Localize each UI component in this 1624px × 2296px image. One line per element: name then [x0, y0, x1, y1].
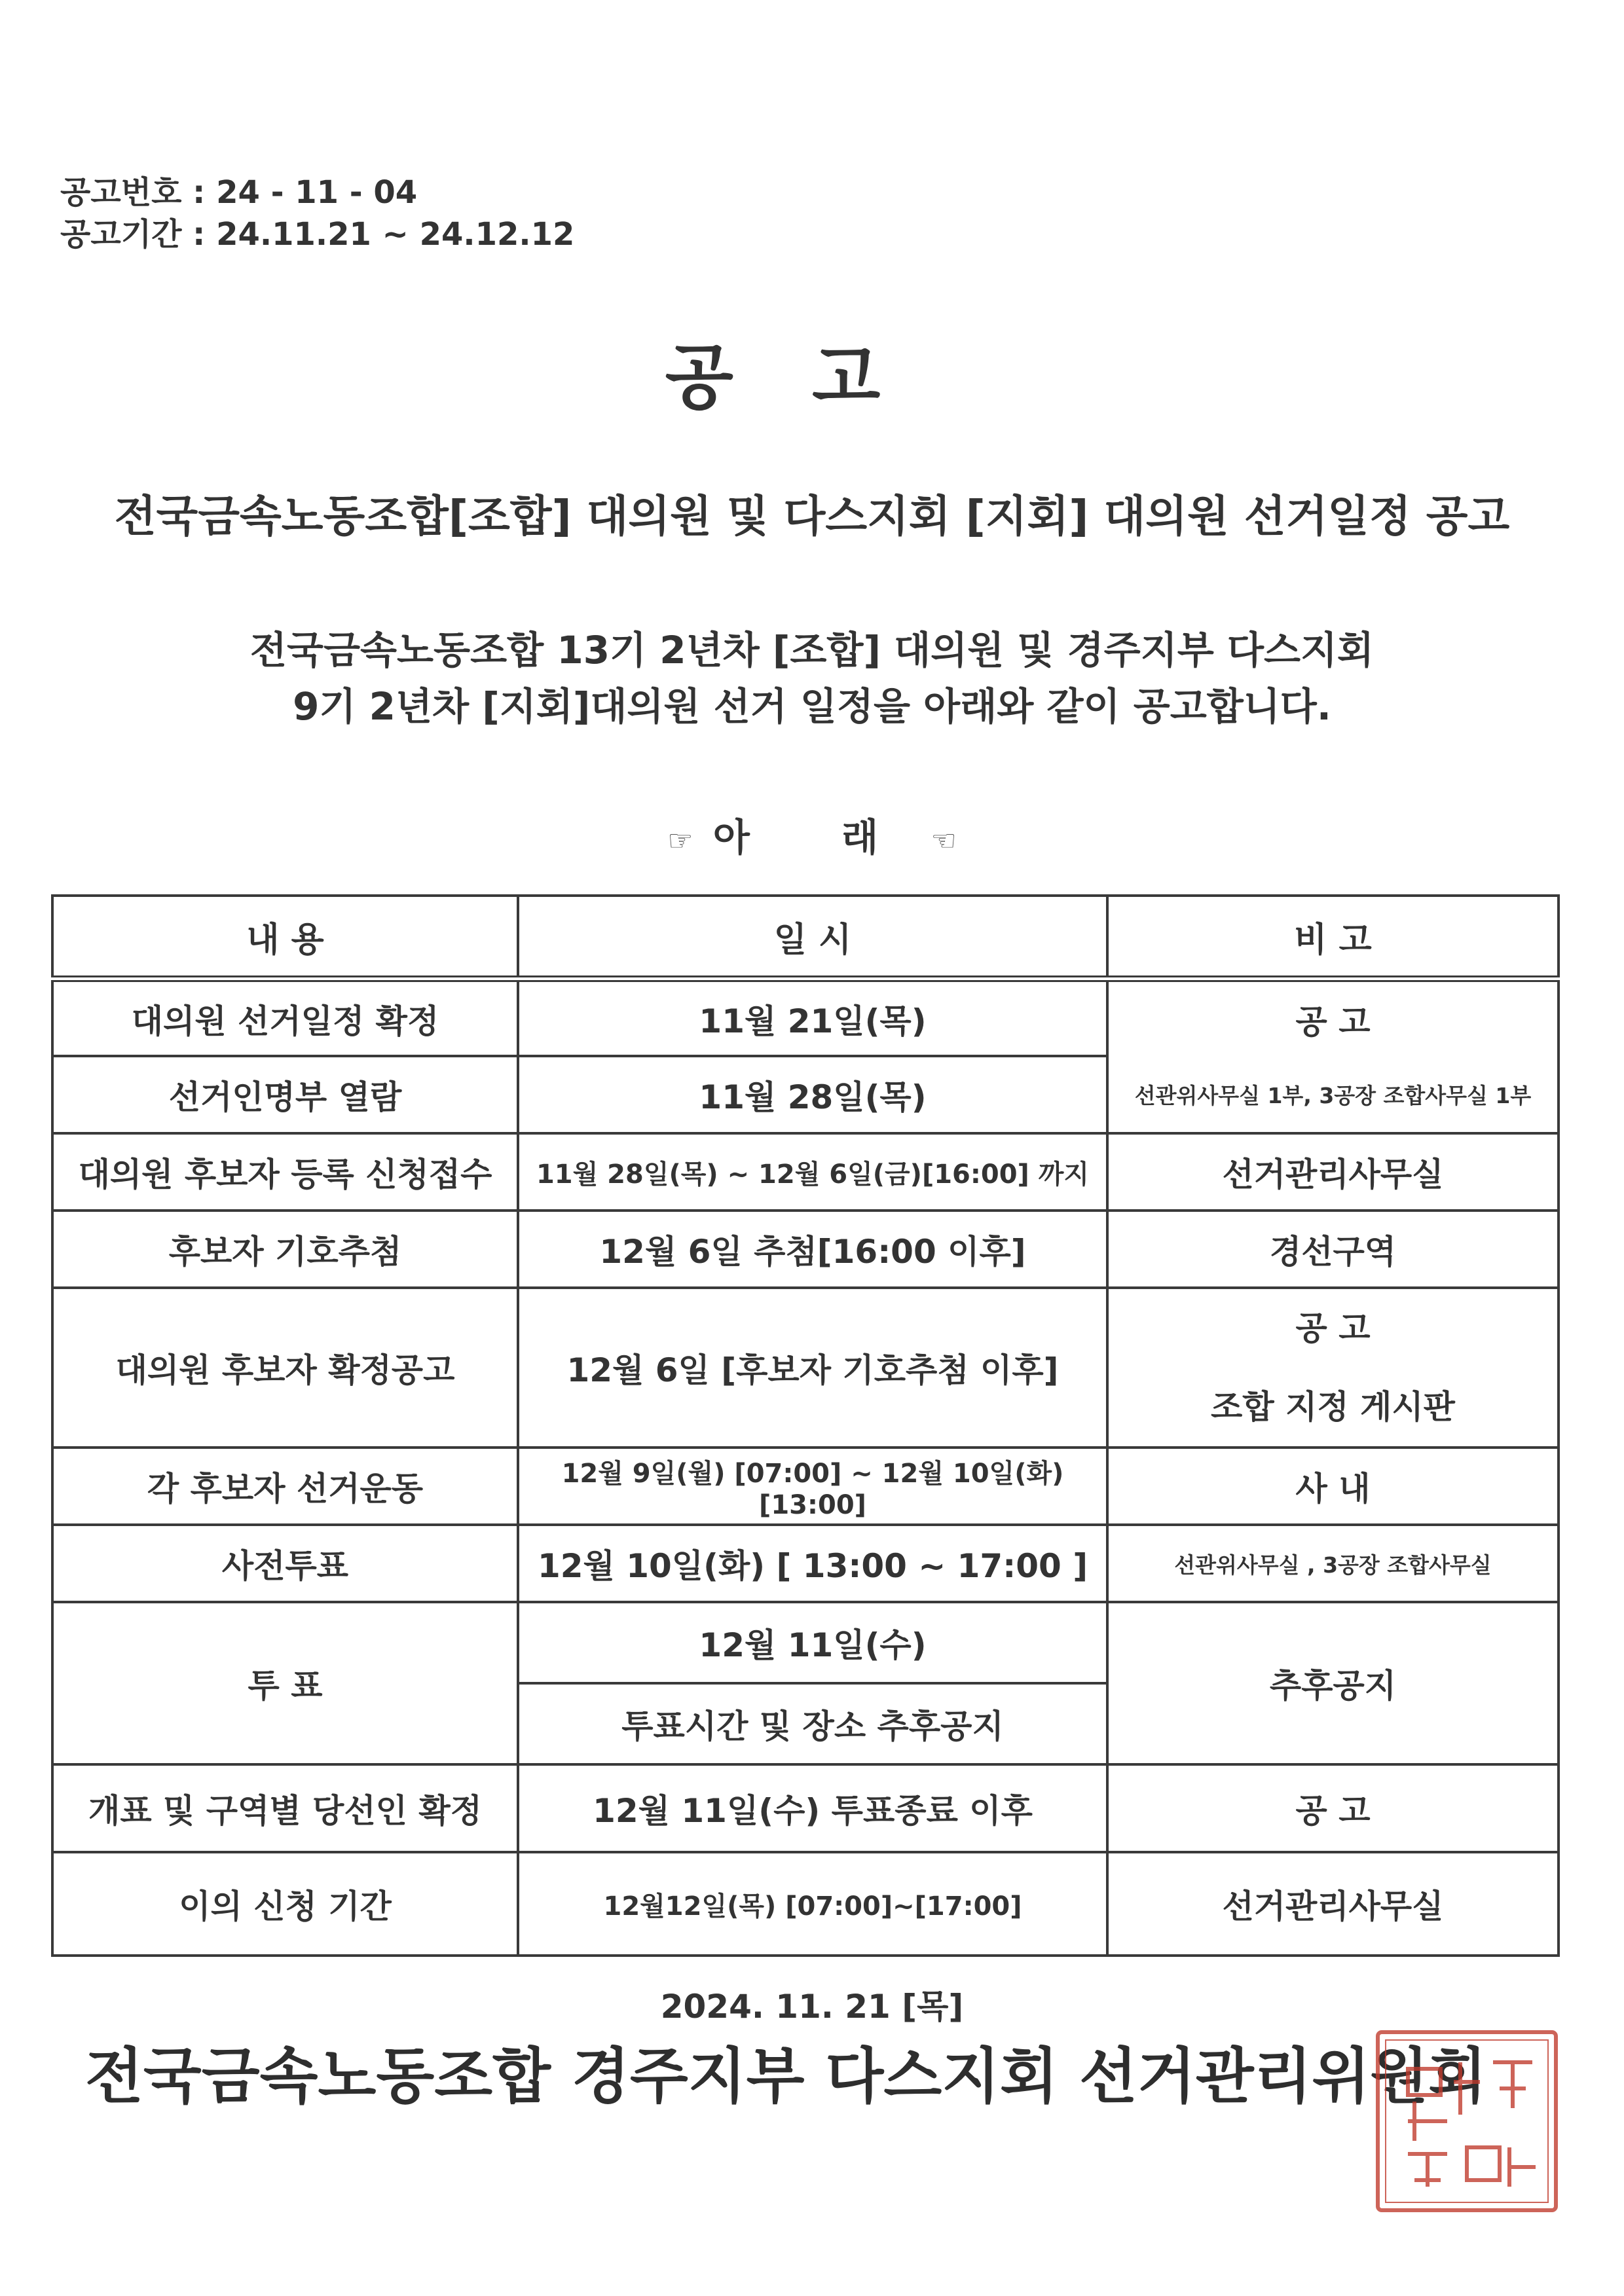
row-datetime: 12월 11일(수) 투표종료 이후	[518, 1764, 1107, 1852]
header-datetime: 일 시	[518, 896, 1107, 979]
row-note: 추후공지	[1107, 1602, 1559, 1764]
row-datetime: 12월 11일(수)	[518, 1602, 1107, 1683]
row-content: 투 표	[52, 1602, 518, 1764]
row-note: 선관위사무실 , 3공장 조합사무실	[1107, 1525, 1559, 1602]
table-row	[52, 1448, 1559, 1525]
notice-period: 공고기간 : 24.11.21 ~ 24.12.12	[60, 216, 575, 253]
row-note: 경선구역	[1107, 1211, 1559, 1288]
table-row	[52, 1525, 1559, 1602]
table-row	[52, 1852, 1559, 1956]
row-note-bottom: 조합 지정 게시판	[1211, 1388, 1455, 1426]
row-content: 대의원 선거일정 확정	[52, 979, 518, 1056]
organization-name: 전국금속노동조합 경주지부 다스지회 선거관리위원회	[85, 2041, 1487, 2111]
row-datetime: 12월12일(목) [07:00]~[17:00]	[518, 1852, 1107, 1956]
table-row	[52, 1211, 1559, 1288]
row-datetime: 11월 28일(목) ~ 12월 6일(금)[16:00] 까지	[518, 1133, 1107, 1211]
notice-date: 2024. 11. 21 [목]	[660, 1988, 964, 2026]
section-label	[0, 807, 1624, 862]
row-note: 선거관리사무실	[1107, 1133, 1559, 1211]
row-note-top: 공 고	[1295, 1309, 1371, 1347]
section-label-text: 아 래	[712, 815, 918, 860]
row-content: 선거인명부 열람	[52, 1056, 518, 1133]
notice-number: 공고번호 : 24 - 11 - 04	[60, 174, 418, 211]
table-header-row	[52, 896, 1559, 979]
intro-paragraph	[0, 622, 1624, 735]
row-note: 사 내	[1107, 1448, 1559, 1525]
row-datetime: 투표시간 및 장소 추후공지	[518, 1683, 1107, 1764]
table-row	[52, 1133, 1559, 1211]
row-datetime: 12월 6일 [후보자 기호추첨 이후]	[518, 1288, 1107, 1448]
page-title: 공고	[665, 337, 959, 419]
row-content: 대의원 후보자 확정공고	[52, 1288, 518, 1448]
intro-line-2: 9기 2년차 [지회]대의원 선거 일정을 아래와 같이 공고합니다.	[293, 684, 1331, 729]
row-note: 선관위사무실 1부, 3공장 조합사무실 1부	[1107, 1056, 1559, 1133]
row-datetime: 12월 6일 추첨[16:00 이후]	[518, 1211, 1107, 1288]
pointing-hand-left-icon: ☜	[931, 824, 957, 858]
intro-line-1: 전국금속노동조합 13기 2년차 [조합] 대의원 및 경주지부 다스지회	[249, 628, 1375, 672]
table-row	[52, 979, 1559, 1056]
row-note: 공 고	[1107, 979, 1559, 1056]
row-datetime: 11월 21일(목)	[518, 979, 1107, 1056]
row-content: 사전투표	[52, 1525, 518, 1602]
header-note: 비 고	[1107, 896, 1559, 979]
row-datetime: 12월 9일(월) [07:00] ~ 12월 10일(화) [13:00]	[518, 1448, 1107, 1525]
header-content: 내 용	[52, 896, 518, 979]
row-datetime: 12월 10일(화) [ 13:00 ~ 17:00 ]	[518, 1525, 1107, 1602]
table-row	[52, 1764, 1559, 1852]
row-content: 이의 신청 기간	[52, 1852, 518, 1956]
row-content: 후보자 기호추첨	[52, 1211, 518, 1288]
pointing-hand-right-icon: ☞	[667, 824, 693, 858]
row-note	[1107, 1288, 1559, 1448]
notice-meta	[60, 172, 574, 255]
schedule-table	[51, 894, 1560, 1957]
table-row	[52, 1056, 1559, 1133]
row-datetime: 11월 28일(목)	[518, 1056, 1107, 1133]
row-content: 각 후보자 선거운동	[52, 1448, 518, 1525]
row-note: 공 고	[1107, 1764, 1559, 1852]
table-row	[52, 1288, 1559, 1448]
row-content: 개표 및 구역별 당선인 확정	[52, 1764, 518, 1852]
table-row	[52, 1602, 1559, 1683]
row-note: 선거관리사무실	[1107, 1852, 1559, 1956]
row-content: 대의원 후보자 등록 신청접수	[52, 1133, 518, 1211]
official-seal-stamp	[1369, 2023, 1565, 2219]
notice-subtitle: 전국금속노동조합[조합] 대의원 및 다스지회 [지회] 대의원 선거일정 공고	[114, 491, 1510, 541]
